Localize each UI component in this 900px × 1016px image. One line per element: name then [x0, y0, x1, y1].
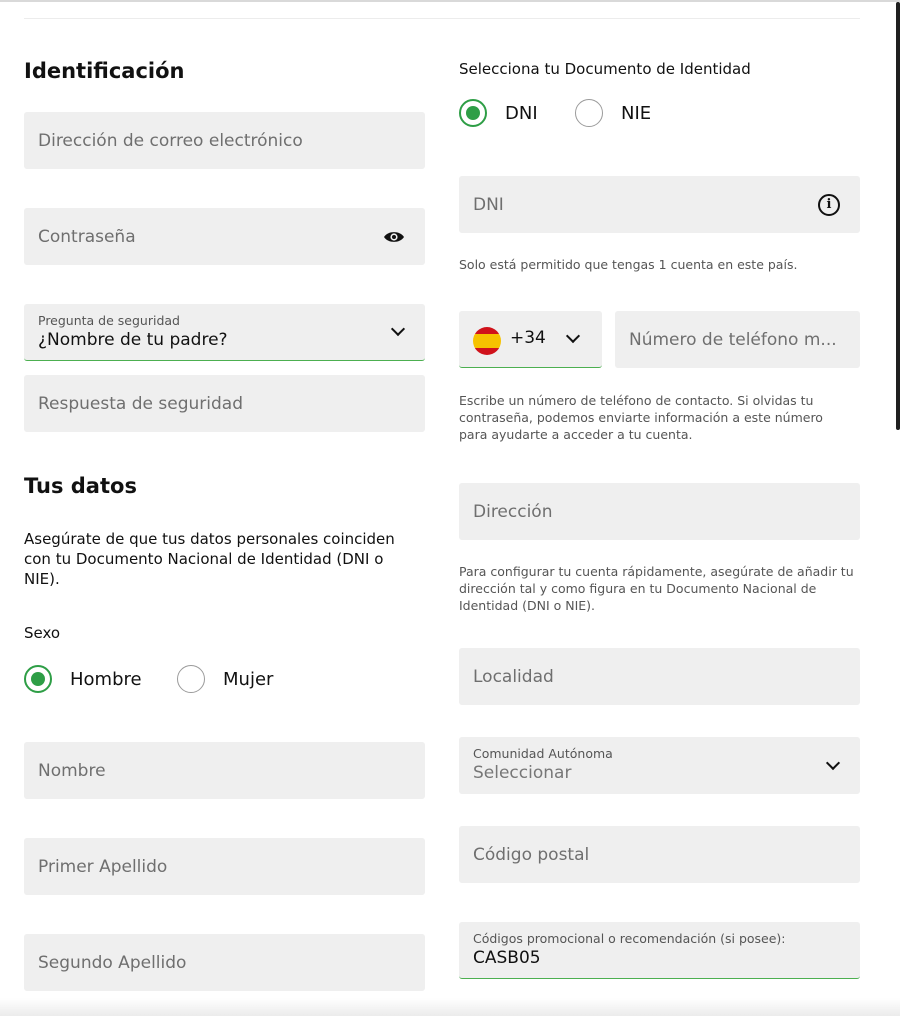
eye-icon[interactable] — [383, 230, 405, 244]
dni-placeholder: DNI — [473, 194, 504, 215]
radio-nie[interactable] — [575, 99, 603, 127]
security-question-value: ¿Nombre de tu padre? — [38, 330, 228, 350]
direccion-field[interactable] — [459, 483, 860, 540]
primer-apellido-field[interactable] — [24, 838, 425, 895]
radio-dni[interactable] — [459, 99, 487, 127]
promo-code-field[interactable] — [459, 922, 860, 979]
comunidad-value: Seleccionar — [473, 763, 572, 783]
country-code-select[interactable] — [459, 311, 602, 368]
segundo-apellido-placeholder: Segundo Apellido — [38, 952, 187, 973]
documento-option-dni[interactable] — [459, 99, 538, 127]
email-placeholder: Dirección de correo electrónico — [38, 130, 303, 151]
security-answer-field[interactable] — [24, 375, 425, 432]
password-field[interactable] — [24, 208, 425, 265]
chevron-down-icon — [826, 755, 840, 769]
section-divider — [24, 18, 860, 19]
scrollbar[interactable] — [896, 2, 900, 430]
localidad-placeholder: Localidad — [473, 666, 554, 687]
dni-helper-text: Solo está permitido que tengas 1 cuenta en este país. — [459, 257, 798, 272]
sexo-option-hombre[interactable] — [24, 665, 142, 693]
codigo-postal-placeholder: Código postal — [473, 844, 590, 865]
tus-datos-heading: Tus datos — [24, 474, 137, 498]
bottom-shadow — [0, 998, 900, 1016]
radio-mujer-label: Mujer — [223, 668, 274, 690]
comunidad-label: Comunidad Autónoma — [473, 746, 613, 761]
nombre-placeholder: Nombre — [38, 760, 106, 781]
radio-hombre-label: Hombre — [70, 668, 142, 690]
direccion-helper-text: Para configurar tu cuenta rápidamente, asegúrate de añadir tu dirección tal y como figura en tu Documento Nacional de Identidad (DNI o NIE). — [459, 564, 854, 613]
sexo-label: Sexo — [24, 624, 61, 642]
documento-option-nie[interactable] — [575, 99, 651, 127]
tus-datos-description: Asegúrate de que tus datos personales coinciden con tu Documento Nacional de Identidad (DNI o NIE). — [24, 530, 395, 588]
direccion-placeholder: Dirección — [473, 501, 553, 522]
spain-flag — [473, 327, 501, 355]
nombre-field[interactable] — [24, 742, 425, 799]
documento-label: Selecciona tu Documento de Identidad — [459, 60, 751, 78]
chevron-down-icon — [566, 329, 580, 343]
dni-field[interactable] — [459, 176, 860, 233]
radio-mujer[interactable] — [177, 665, 205, 693]
radio-nie-label: NIE — [621, 102, 652, 124]
security-answer-placeholder: Respuesta de seguridad — [38, 393, 243, 414]
top-border — [0, 0, 900, 2]
localidad-field[interactable] — [459, 648, 860, 705]
info-icon[interactable]: i — [818, 194, 840, 216]
primer-apellido-placeholder: Primer Apellido — [38, 856, 168, 877]
phone-number-field[interactable] — [615, 311, 860, 368]
country-code-value: +34 — [510, 328, 546, 348]
promo-code-label: Códigos promocional o recomendación (si posee): — [473, 931, 786, 946]
promo-code-value: CASB05 — [473, 948, 541, 968]
phone-number-placeholder: Número de teléfono m... — [629, 329, 837, 350]
password-placeholder: Contraseña — [38, 226, 136, 247]
security-question-select[interactable] — [24, 304, 425, 361]
codigo-postal-field[interactable] — [459, 826, 860, 883]
email-field[interactable] — [24, 112, 425, 169]
security-question-label: Pregunta de seguridad — [38, 313, 180, 328]
radio-hombre[interactable] — [24, 665, 52, 693]
sexo-option-mujer[interactable] — [177, 665, 273, 693]
phone-helper-text: Escribe un número de teléfono de contacto. Si olvidas tu contraseña, podemos enviarte información a este número para ayudarte a acceder a tu cuenta. — [459, 393, 823, 442]
identificacion-heading: Identificación — [24, 59, 185, 83]
comunidad-autonoma-select[interactable] — [459, 737, 860, 794]
chevron-down-icon — [391, 322, 405, 336]
segundo-apellido-field[interactable] — [24, 934, 425, 991]
radio-dni-label: DNI — [505, 102, 538, 124]
